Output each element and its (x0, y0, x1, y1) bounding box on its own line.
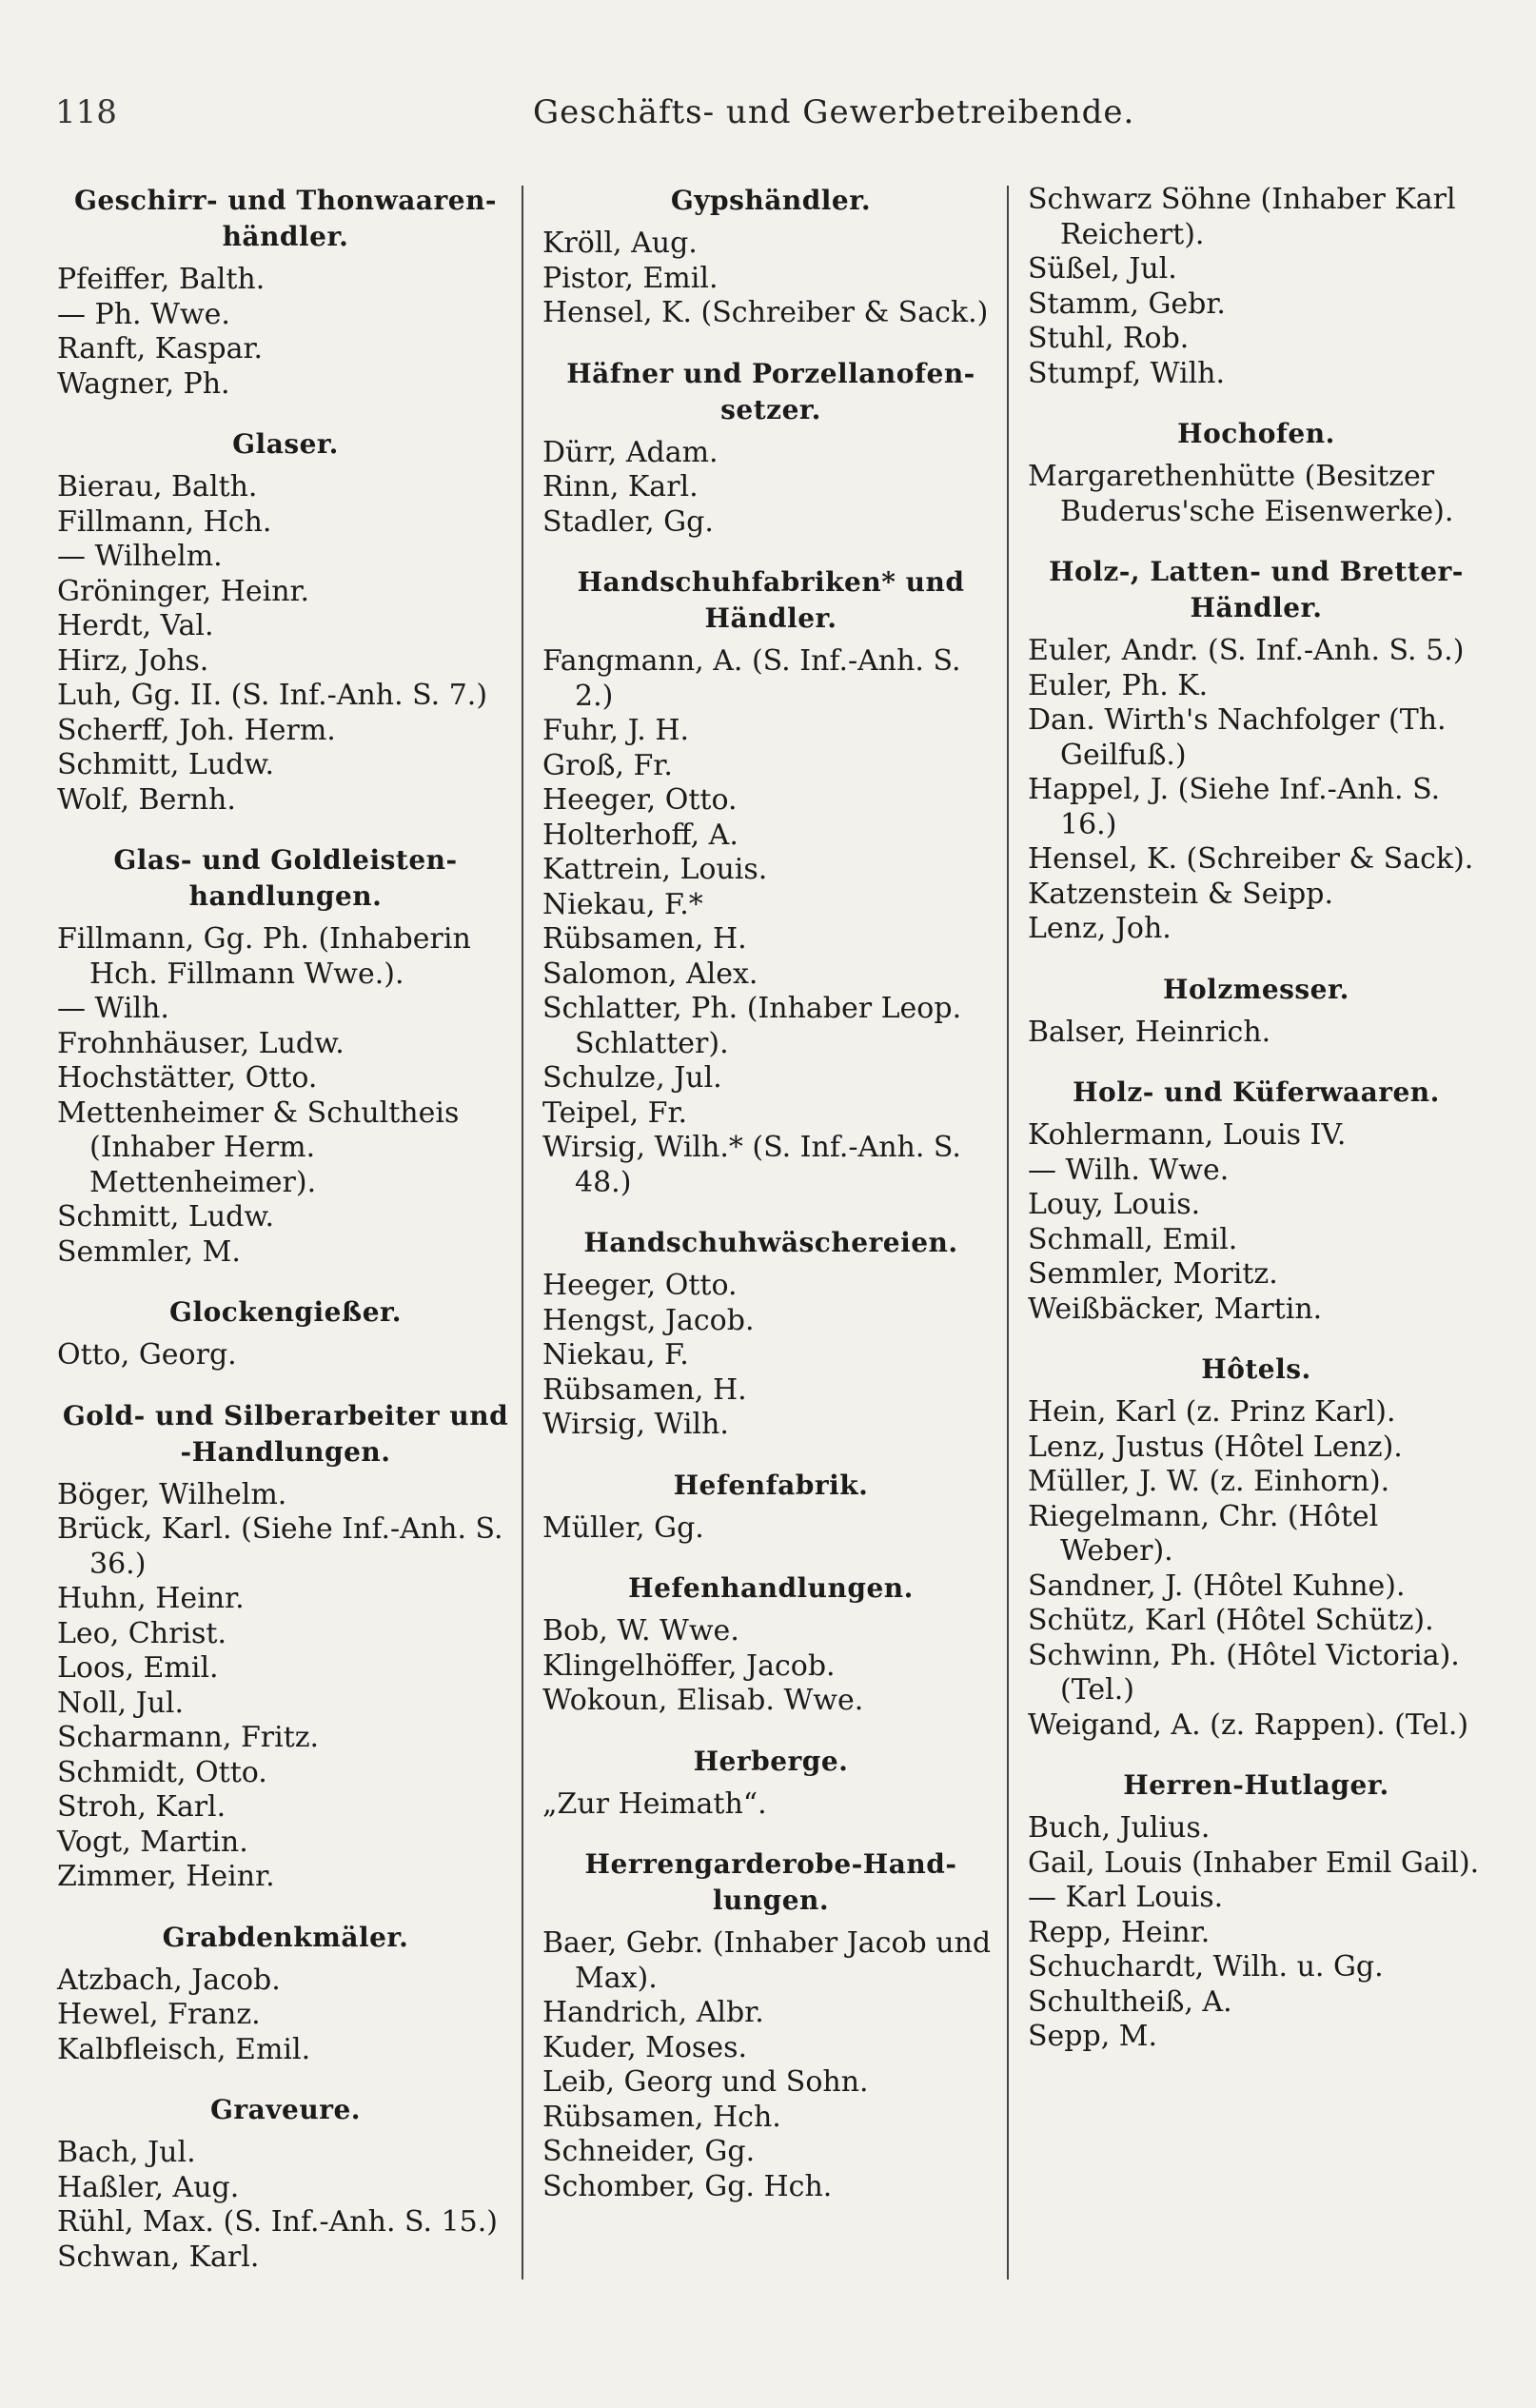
directory-section (1028, 1767, 1485, 2055)
directory-entry: Stroh, Karl. (57, 1790, 226, 1824)
directory-section (57, 183, 514, 402)
directory-entry: Fuhr, J. H. (542, 714, 690, 747)
directory-section (1028, 554, 1485, 947)
directory-entry: Fangmann, A. (S. Inf.-Anh. S. 2.) (542, 644, 961, 713)
column-divider (1007, 186, 1009, 2280)
directory-entry: Ranft, Kaspar. (57, 332, 264, 365)
directory-entry: Klingelhöffer, Jacob. (542, 1648, 836, 1683)
section-heading: Graveure. (209, 2094, 362, 2125)
directory-entry: Frohnhäuser, Ludw. (57, 1026, 345, 1060)
directory-section (57, 1398, 514, 1895)
directory-entry: Heeger, Otto. (542, 1269, 738, 1302)
directory-section (542, 1570, 999, 1719)
directory-section (542, 1744, 999, 1823)
directory-entry: Stumpf, Wilh. (1028, 356, 1226, 390)
directory-entry: Sandner, J. (Hôtel Kuhne). (1028, 1569, 1406, 1603)
directory-entry: Katzenstein & Seipp. (1028, 877, 1333, 911)
directory-entry: Hochstätter, Otto. (57, 1061, 318, 1095)
directory-entry: Müller, Gg. (542, 1510, 704, 1545)
directory-entry: Schmall, Emil. (1028, 1222, 1238, 1256)
directory-entry: Bach, Jul. (57, 2136, 196, 2169)
column-divider (522, 186, 523, 2280)
directory-section (542, 564, 999, 1200)
section-heading: Herberge. (693, 1745, 849, 1777)
directory-entry: Schwan, Karl. (57, 2240, 260, 2274)
directory-entry: Hengst, Jacob. (542, 1303, 755, 1337)
directory-entry: Wirsig, Wilh.* (S. Inf.-Anh. S. 48.) (542, 1131, 961, 1199)
directory-section (57, 1920, 514, 2068)
directory-entry: Wolf, Bernh. (57, 782, 236, 817)
directory-entry: Leo, Christ. (57, 1616, 227, 1650)
directory-entry: Zimmer, Heinr. (57, 1860, 275, 1893)
section-heading: Geschirr- und Thonwaaren-händler. (73, 185, 498, 252)
section-heading: Grabdenkmäler. (162, 1921, 409, 1953)
directory-entry: Wokoun, Elisab. Wwe. (542, 1684, 864, 1717)
section-heading: Holz-, Latten- und Bretter-Händler. (1049, 556, 1464, 623)
directory-entry: Loos, Emil. (57, 1651, 219, 1685)
directory-entry: Kohlermann, Louis IV. (1028, 1118, 1347, 1152)
directory-entry: Schwinn, Ph. (Hôtel Victoria). (Tel.) (1028, 1638, 1460, 1707)
section-heading: Hochofen. (1177, 418, 1335, 449)
section-heading: Glockengießer. (169, 1296, 402, 1328)
directory-entry: Haßler, Aug. (57, 2170, 240, 2204)
directory-entry: Handrich, Albr. (542, 1996, 764, 2029)
section-heading: Herrengarderobe-Hand-lungen. (584, 1848, 957, 1916)
directory-entry: Rübsamen, Hch. (542, 2100, 781, 2134)
directory-entry: Balser, Heinrich. (1028, 1015, 1271, 1049)
directory-entry: Schulze, Jul. (542, 1061, 722, 1095)
directory-entry: Müller, J. W. (z. Einhorn). (1028, 1465, 1390, 1498)
directory-entry: Böger, Wilhelm. (57, 1477, 287, 1511)
directory-section (542, 1468, 999, 1547)
directory-entry: Huhn, Heinr. (57, 1582, 245, 1615)
directory-entry: Rühl, Max. (S. Inf.-Anh. S. 15.) (57, 2205, 498, 2239)
directory-section (1028, 183, 1485, 391)
directory-entry: Süßel, Jul. (1028, 252, 1177, 286)
directory-entry: Stadler, Gg. (542, 504, 714, 539)
directory-entry: Rübsamen, H. (542, 1372, 747, 1407)
directory-entry: — Ph. Wwe. (57, 297, 230, 331)
column-3 (1028, 183, 1485, 2080)
directory-entry: Scherff, Joh. Herm. (57, 713, 336, 747)
directory-entry: Lenz, Joh. (1028, 912, 1172, 945)
directory-entry: Schomber, Gg. Hch. (542, 2169, 833, 2203)
directory-entry: Schmidt, Otto. (57, 1755, 267, 1789)
directory-entry: Gail, Louis (Inhaber Emil Gail). (1028, 1845, 1480, 1880)
directory-section (57, 842, 514, 1270)
directory-entry: Vogt, Martin. (57, 1825, 248, 1859)
directory-section (1028, 972, 1485, 1051)
section-heading: Hefenhandlungen. (628, 1572, 914, 1604)
directory-entry: Rübsamen, H. (542, 922, 747, 956)
directory-section (57, 2092, 514, 2275)
directory-entry: Schütz, Karl (Hôtel Schütz). (1028, 1604, 1434, 1637)
directory-entry: Hensel, K. (Schreiber & Sack.) (542, 296, 989, 329)
section-heading: Häfner und Porzellanofen-setzer. (566, 357, 975, 425)
directory-entry: Hensel, K. (Schreiber & Sack). (1028, 842, 1474, 876)
page-number: 118 (55, 93, 117, 131)
directory-entry: Groß, Fr. (542, 748, 673, 782)
directory-entry: Pistor, Emil. (542, 261, 719, 295)
directory-entry: Scharmann, Fritz. (57, 1721, 320, 1754)
directory-entry: Euler, Andr. (S. Inf.-Anh. S. 5.) (1028, 634, 1465, 667)
directory-entry: Baer, Gebr. (Inhaber Jacob und Max). (542, 1926, 992, 1995)
directory-section (1028, 1352, 1485, 1743)
directory-entry: — Wilhelm. (57, 540, 223, 573)
directory-section (542, 1846, 999, 2204)
directory-entry: „Zur Heimath“. (542, 1786, 767, 1821)
directory-entry: Fillmann, Hch. (57, 504, 272, 539)
directory-entry: Gröninger, Heinr. (57, 574, 310, 608)
directory-entry: Fillmann, Gg. Ph. (Inhaberin Hch. Fillmann Wwe.). (57, 922, 471, 991)
directory-entry: Wirsig, Wilh. (542, 1408, 729, 1441)
directory-section (542, 1225, 999, 1443)
directory-entry: Kuder, Moses. (542, 2030, 748, 2064)
directory-entry: Kröll, Aug. (542, 227, 698, 260)
directory-entry: Mettenheimer & Schultheis (Inhaber Herm. Mettenheimer). (57, 1095, 460, 1199)
directory-entry: Schneider, Gg. (542, 2135, 756, 2168)
directory-entry: Rinn, Karl. (542, 470, 699, 503)
directory-entry: Noll, Jul. (57, 1686, 185, 1720)
directory-entry: Weißbäcker, Martin. (1028, 1292, 1323, 1326)
directory-entry: Repp, Heinr. (1028, 1915, 1211, 1949)
directory-entry: Bierau, Balth. (57, 470, 258, 503)
directory-entry: Salomon, Alex. (542, 957, 758, 991)
section-heading: Handschuhfabriken* und Händler. (577, 566, 965, 634)
directory-section (57, 1294, 514, 1373)
directory-entry: Stuhl, Rob. (1028, 322, 1190, 355)
directory-entry: Schultheiß, A. (1028, 1984, 1232, 2019)
directory-entry: Semmler, M. (57, 1234, 241, 1269)
directory-entry: — Karl Louis. (1028, 1881, 1224, 1914)
directory-entry: Luh, Gg. II. (S. Inf.-Anh. S. 7.) (57, 679, 488, 712)
section-heading: Glas- und Goldleisten-handlungen. (113, 844, 458, 912)
directory-section (57, 426, 514, 818)
directory-entry: Niekau, F. (542, 1338, 689, 1372)
section-heading: Gold- und Silberarbeiter und -Handlungen. (62, 1399, 509, 1468)
directory-entry: Riegelmann, Chr. (Hôtel Weber). (1028, 1499, 1379, 1568)
directory-entry: Heeger, Otto. (542, 783, 738, 817)
directory-entry: Hewel, Franz. (57, 1998, 261, 2031)
directory-entry: Hirz, Johs. (57, 643, 209, 678)
directory-entry: Stamm, Gebr. (1028, 286, 1226, 321)
directory-entry: — Wilh. Wwe. (1028, 1153, 1230, 1187)
directory-entry: Schuchardt, Wilh. u. Gg. (1028, 1950, 1384, 1984)
section-heading: Glaser. (232, 428, 339, 460)
section-heading: Hôtels. (1201, 1353, 1311, 1385)
directory-entry: Atzbach, Jacob. (57, 1963, 281, 1997)
column-2 (542, 183, 999, 2229)
directory-entry: Schlatter, Ph. (Inhaber Leop. Schlatter). (542, 992, 962, 1060)
column-1 (57, 183, 514, 2299)
directory-entry: Pfeiffer, Balth. (57, 263, 266, 296)
directory-section (542, 183, 999, 331)
directory-entry: Teipel, Fr. (542, 1095, 688, 1130)
section-heading: Gypshändler. (670, 185, 872, 216)
directory-entry: Euler, Ph. K. (1028, 668, 1209, 702)
section-heading: Holz- und Küferwaaren. (1073, 1076, 1440, 1108)
directory-entry: Happel, J. (Siehe Inf.-Anh. S. 16.) (1028, 773, 1441, 841)
directory-entry: Dürr, Adam. (542, 435, 719, 469)
directory-entry: Leib, Georg und Sohn. (542, 2065, 869, 2099)
section-heading: Herren-Hutlager. (1123, 1769, 1389, 1801)
section-heading: Hefenfabrik. (673, 1469, 869, 1501)
directory-entry: Margarethenhütte (Besitzer Buderus'sche Eisenwerke). (1028, 460, 1454, 528)
directory-entry: Lenz, Justus (Hôtel Lenz). (1028, 1430, 1403, 1464)
directory-entry: Kattrein, Louis. (542, 853, 768, 886)
directory-entry: Dan. Wirth's Nachfolger (Th. Geilfuß.) (1028, 703, 1447, 772)
directory-entry: Wagner, Ph. (57, 366, 230, 401)
directory-section (1028, 416, 1485, 529)
section-heading: Handschuhwäschereien. (583, 1227, 958, 1258)
section-heading: Holzmesser. (1163, 973, 1349, 1005)
directory-entry: — Wilh. (57, 992, 169, 1025)
directory-entry: Kalbfleisch, Emil. (57, 2032, 311, 2066)
directory-entry: Buch, Julius. (1028, 1811, 1211, 1845)
directory-section (542, 356, 999, 541)
running-head: Geschäfts- und Gewerbetreibende. (533, 93, 1135, 131)
directory-entry: Herdt, Val. (57, 609, 214, 642)
directory-entry: Bob, W. Wwe. (542, 1614, 739, 1648)
directory-entry: Semmler, Moritz. (1028, 1257, 1278, 1291)
directory-entry: Hein, Karl (z. Prinz Karl). (1028, 1395, 1396, 1429)
directory-entry: Schmitt, Ludw. (57, 1200, 275, 1234)
directory-entry: Otto, Georg. (57, 1338, 237, 1372)
directory-entry: Schmitt, Ludw. (57, 748, 275, 781)
directory-entry: Louy, Louis. (1028, 1188, 1201, 1221)
directory-entry: Niekau, F.* (542, 887, 703, 921)
directory-entry: Holterhoff, A. (542, 818, 738, 852)
directory-entry: Brück, Karl. (Siehe Inf.-Anh. S. 36.) (57, 1512, 503, 1581)
directory-entry: Sepp, M. (1028, 2020, 1158, 2053)
directory-entry: Weigand, A. (z. Rappen). (Tel.) (1028, 1707, 1469, 1742)
directory-section (1028, 1075, 1485, 1327)
directory-entry: Schwarz Söhne (Inhaber Karl Reichert). (1028, 183, 1456, 251)
